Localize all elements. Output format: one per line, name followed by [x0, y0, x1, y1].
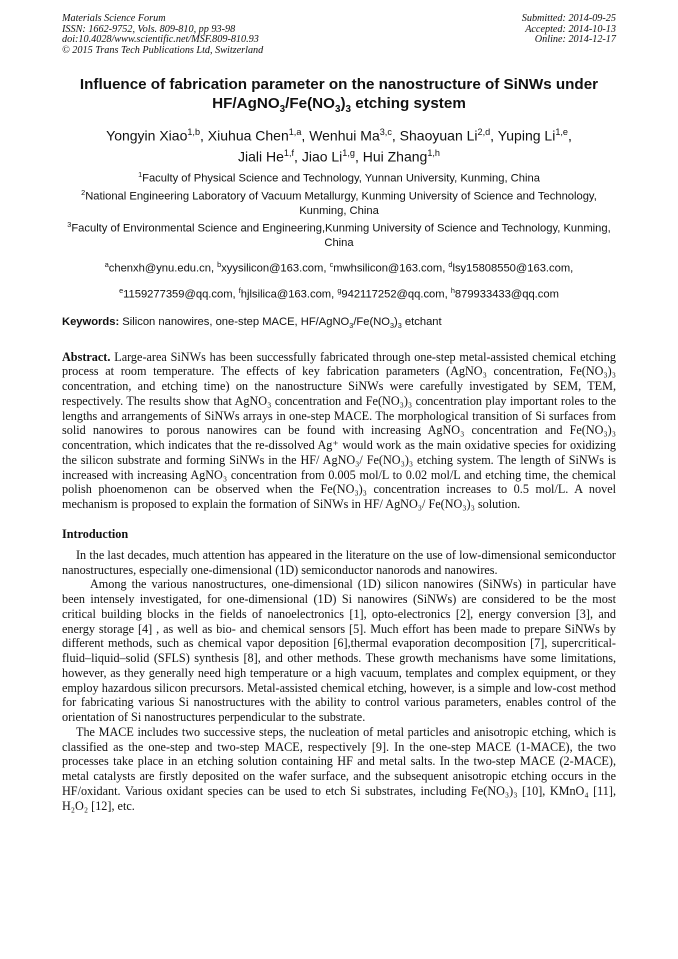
intro-paragraph-3: The MACE includes two successive steps, the nucleation of metal particles and anisotropic etching, which is classified as the one-step and two-step MACE, respectively [9]. In the one-step MACE (1-MACE), the two processes take place in an etching solution containing HF and metal salts. In the two-step MACE (2-MACE), metal catalysts are firstly deposited on the wafer surface, and the subsequent anisotropic etching occurs in the HF/oxidant. Various oxidant species can be used to etch Si substrates, including Fe(NO₃)₃ [10], KMnO₄ [11], H₂O₂ [12], etc.: [62, 724, 616, 813]
author: Yongyin Xiao: [106, 127, 188, 144]
email-link[interactable]: mwhsilicon@163.com: [333, 262, 443, 275]
title-line-1: Influence of fabrication parameter on the nanostructure of SiNWs under: [79, 76, 599, 94]
author-list: [62, 124, 616, 166]
keywords: Keywords: Silicon nanowires, one-step MACE, $HF/AgNO_3/Fe(NO_3)_3$ etchant: [62, 316, 442, 331]
intro-paragraph-1: In the last decades, much attention has appeared in the literature on the use of low-dimensional semiconductor nanostructures, especially one-dimensional (1D) semiconductor nanorods and nanowires.: [62, 547, 616, 577]
affiliation-2: $^2$National Engineering Laboratory of Vacuum Metallurgy, Kunming University of Science and Technology, Kunming, China: [81, 187, 597, 217]
journal-copyright: © 2015 Trans Tech Publications Ltd, Switzerland: [62, 44, 264, 56]
keywords-label: Keywords:: [62, 316, 120, 329]
affiliation-1: $^1$Faculty of Physical Science and Technology, Yunnan University, Kunming, China: [138, 169, 540, 185]
title-line-2: $HF/AgNO_3/Fe(NO_3)_3$ etching system: [212, 94, 466, 115]
email-line-2: $^e$1159277359@qq.com, $^f$hjlsilica@163.com, $^g$942117252@qq.com, $^h$879933433@qq.com: [119, 285, 559, 301]
date-accepted: Accepted: 2014-10-13: [525, 23, 616, 35]
email-link[interactable]: 942117252@qq.com: [341, 288, 445, 301]
abstract: [62, 350, 616, 512]
introduction-heading: Introduction: [62, 526, 129, 541]
affiliation-3: $^3$Faculty of Environmental Science and Engineering,Kunming University of Science and Technology, Kunming, China: [67, 219, 611, 249]
author: Hui Zhang: [362, 148, 428, 165]
journal-name: Materials Science Forum: [62, 13, 166, 24]
email-link[interactable]: xyysilicon@163.com: [221, 262, 324, 275]
journal-issn: ISSN: 1662-9752, Vols. 809-810, pp 93-98: [62, 23, 236, 35]
email-link[interactable]: lsy15808550@163.com: [452, 262, 571, 275]
email-link[interactable]: hjlsilica@163.com: [240, 288, 332, 301]
publication-dates: [522, 14, 616, 56]
abstract-label: Abstract.: [62, 349, 111, 364]
affiliations: [62, 168, 616, 250]
email-link[interactable]: chenxh@ynu.edu.cn: [108, 262, 211, 275]
author-emails: [62, 254, 616, 305]
author-line-1: Yongyin Xiao$^{1,b}$, Xiuhua Chen$^{1,a}$, Wenhui Ma$^{3,c}$, Shaoyuan Li$^{2,d}$, Yuping Li$^{1,e}$,: [106, 126, 572, 144]
email-line-1: $^a$chenxh@ynu.edu.cn, $^b$xyysilicon@163.com, $^c$mwhsilicon@163.com, $^d$lsy15808550@163.com,: [104, 259, 574, 275]
date-submitted: Submitted: 2014-09-25: [521, 13, 616, 24]
paper-title: [62, 76, 616, 119]
author: Xiuhua Chen: [207, 127, 289, 144]
paper-page: [62, 14, 616, 813]
author: Jiali He: [238, 148, 284, 165]
date-online: Online: 2014-12-17: [534, 34, 616, 46]
author: Shaoyuan Li: [399, 127, 478, 144]
abstract-text: Large-area SiNWs has been successfully fabricated through one-step metal-assisted chemical etching process at room temperature. The effects of key fabrication parameters (AgNO₃ concentration, Fe(NO₃)₃ concentration, and etching time) on the nanostructure SiNWs were carefully investigated by SEM, TEM, respectively. The results show that AgNO₃ concentration and Fe(NO₃)₃ concentration play important roles to the lengths and arrangements of SiNWs arrays in one-step MACE. The morphological transition of Si surfaces from solid nanowires to porous nanowires can be found with increasing AgNO₃ concentration and Fe(NO₃)₃ concentration, which indicates that the re-dissolved Ag⁺ would work as the main oxidative species for oxidizing the silicon substrate and forming SiNWs in the HF/ AgNO₃/ Fe(NO₃)₃ etching system. The length of SiNWs is increased with increasing AgNO₃ concentration from 0.005 mol/L to 0.02 mol/L and etching time, the chemical polish phoenomenon can be observed when the Fe(NO₃)₃ concentration increases to 0.5 mol/L. A novel mechanism is proposed to explain the formation of SiNWs in HF/ AgNO₃/ Fe(NO₃)₃ solution.: [62, 349, 616, 512]
author-line-2: Jiali He$^{1,f}$, Jiao Li$^{1,g}$, Hui Zhang$^{1,h}$: [238, 147, 440, 165]
author: Jiao Li: [301, 148, 343, 165]
journal-info: [62, 14, 263, 56]
author: Yuping Li: [497, 127, 556, 144]
author: Wenhui Ma: [309, 127, 380, 144]
intro-paragraph-2: Among the various nanostructures, one-dimensional (1D) silicon nanowires (SiNWs) in particular have been intensely investigated, for one-dimensional (1D) Si nanowires (SiNWs) are considered to be the most critical building blocks in the fields of nanoelectronics [1], opto-electronics [2], energy conversion [3], and energy storage [4] , as well as bio- and chemical sensors [5]. Much effort has been made to prepare SiNWs by different methods, such as chemical vapor deposition [6],thermal evaporation decomposition [7], supercritical-fluid–liquid–solid (SFLS) synthesis [8], and other methods. These growth mechanisms have some limitations, however, as they generally need high temperature or a high vacuum, templates and complex equipment, or they employ hazardous silicon precursors. Metal-assisted chemical etching, however, is a simple and low-cost method for fabricating various Si nanostructures with the ability to control various parameters, enables control of the orientation of Si nanostructures perpendicular to the substrate.: [62, 577, 616, 725]
journal-doi: doi:10.4028/www.scientific.net/MSF.809-810.93: [62, 34, 259, 46]
email-link[interactable]: 879933433@qq.com: [454, 288, 559, 301]
email-link[interactable]: 1159277359@qq.com: [123, 288, 233, 301]
journal-header: [62, 14, 616, 56]
